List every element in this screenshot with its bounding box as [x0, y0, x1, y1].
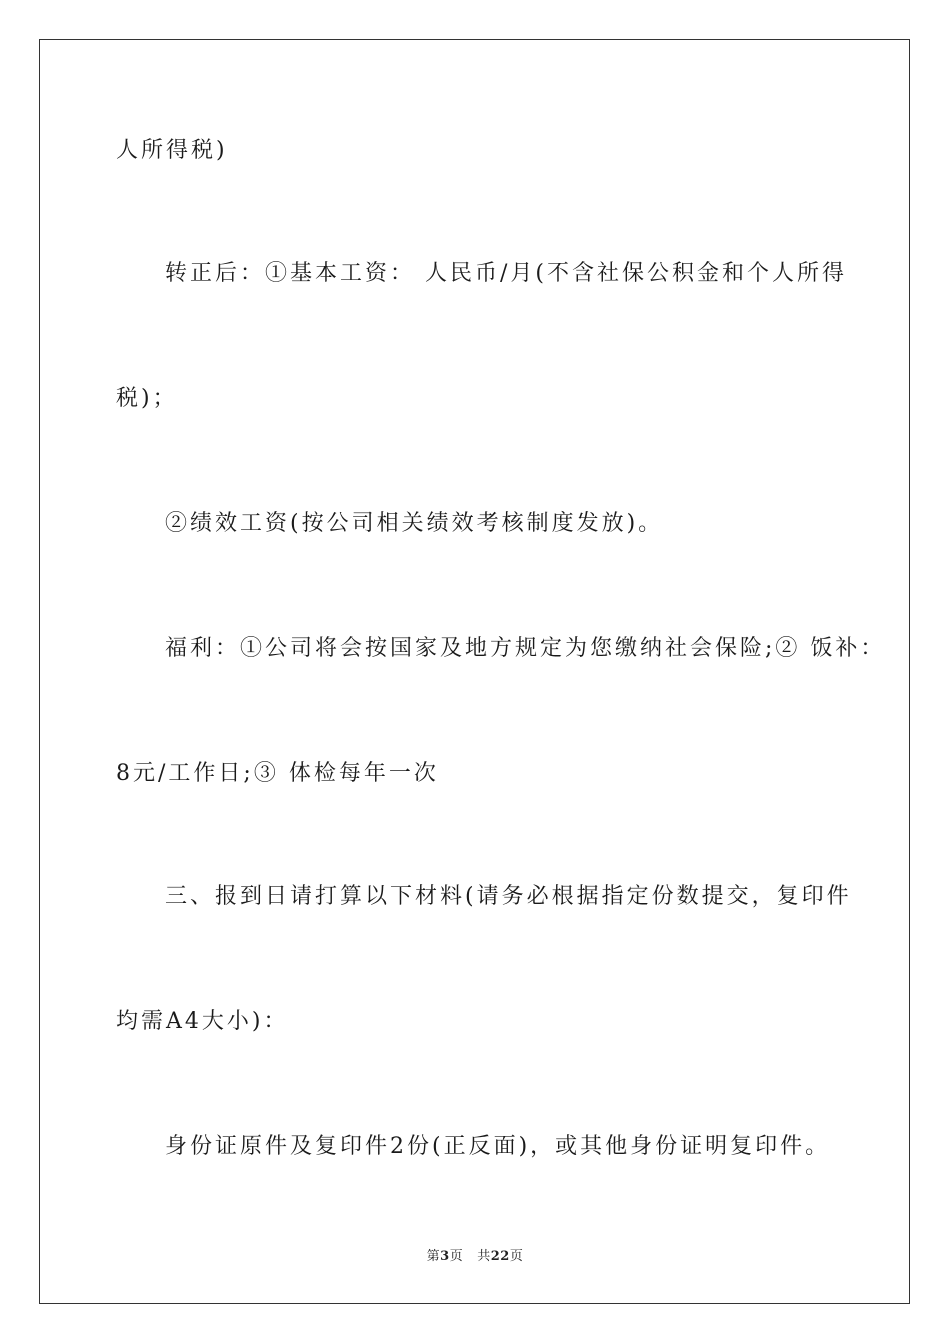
footer-page-number: 3: [440, 1249, 450, 1264]
page-border: [39, 39, 910, 1304]
footer-total-suffix: 页: [509, 1249, 524, 1264]
footer-total-prefix: 共: [477, 1249, 491, 1264]
footer-page-prefix: 第: [426, 1249, 441, 1264]
text-line-section-three: 三、报到日请打算以下材料(请务必根据指定份数提交，复印件: [165, 884, 852, 909]
text-line-continuation: 均需A4大小)：: [116, 1009, 289, 1034]
text-line-benefits: 福利：①公司将会按国家及地方规定为您缴纳社会保险;② 饭补：: [165, 636, 886, 661]
text-line-continuation: 税)；: [116, 386, 178, 411]
text-line-salary-after-probation: 转正后：①基本工资： 人民币/月(不含社保公积金和个人所得: [165, 261, 847, 286]
text-line-continuation: 8元/工作日;③ 体检每年一次: [116, 761, 439, 786]
text-line-continuation: 人所得税): [116, 138, 228, 163]
text-line-id-documents: 身份证原件及复印件2份(正反面)，或其他身份证明复印件。: [165, 1134, 831, 1159]
footer-total-pages: 22: [490, 1249, 510, 1264]
text-line-performance-pay: ②绩效工资(按公司相关绩效考核制度发放)。: [165, 511, 664, 536]
footer-page-suffix: 页: [449, 1249, 464, 1264]
page-footer: [0, 1248, 950, 1266]
